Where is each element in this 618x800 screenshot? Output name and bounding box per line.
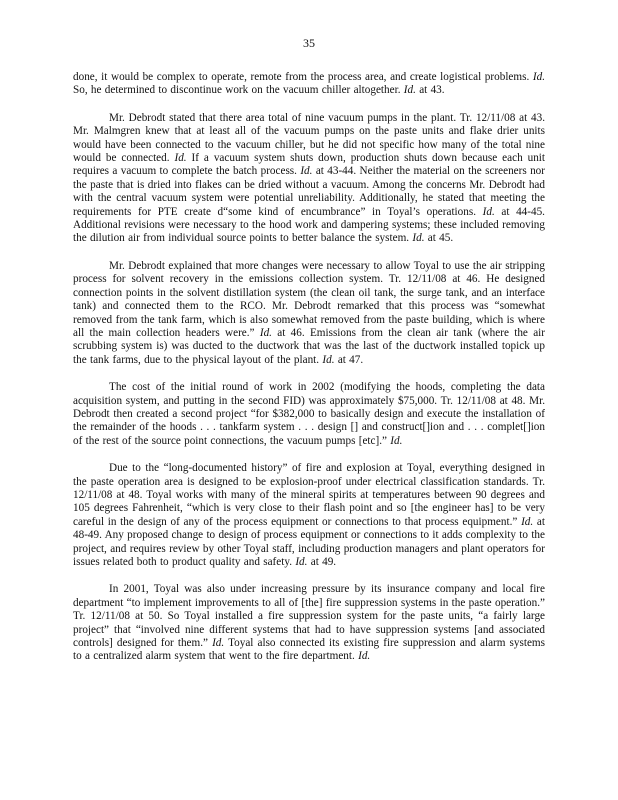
- document-body: [73, 71, 545, 664]
- paragraph-6: In 2001, Toyal was also under increasing pressure by its insurance company and local fire department “to implement improvements to all of [the] fire suppression systems in the paste operation.” Tr. 12/11/08 at 50. So Toyal installed a fire suppression system for the paste units, “a fairly large project” that “involved nine different systems that had to have suppression systems [and associated controls] designed for them.” Id. Toyal also connected its existing fire suppression and alarm systems to a centralized alarm system that went to the fire department. Id.: [73, 583, 545, 663]
- citation-id: Id.: [521, 515, 534, 528]
- citation-id: Id.: [482, 205, 495, 218]
- paragraph-4: The cost of the initial round of work in 2002 (modifying the hoods, completing the data acquisition system, and putting in the second FID) was approximately $75,000. Tr. 12/11/08 at 48. Mr. Debrodt then created a second project “for $382,000 to basically design and execute the installation of the remainder of the hoods . . . tankfarm system . . . design [] and construct[]ion and . . . complet[]ion of the rest of the source point connections, the vacuum pumps [etc].” Id.: [73, 381, 545, 447]
- citation-id: Id.: [174, 152, 187, 165]
- citation-id: Id.: [532, 71, 545, 83]
- paragraph-1: done, it would be complex to operate, remote from the process area, and create logistical problems. Id. So, he determined to discontinue work on the vacuum chiller altogether. Id. at 43.: [73, 71, 545, 97]
- citation-id: Id.: [358, 650, 371, 663]
- citation-id: Id.: [322, 353, 335, 366]
- paragraph-3: Mr. Debrodt explained that more changes were necessary to allow Toyal to use the air stripping process for solvent recovery in the emissions collection system. Tr. 12/11/08 at 46. He designed connection points in the solvent distillation system (the clean oil tank, the surge tank, and an interface tank) and connected them to the RCO. Mr. Debrodt remarked that this process was “somewhat removed from the tank farm, which is also somewhat removed from the paste building, which is where all the main collection headers were.” Id. at 46. Emissions from the clean air tank (where the air scrubbing system is) was ducted to the ductwork that was the last of the ductwork installed topick up the tank farms, due to the physical layout of the plant. Id. at 47.: [73, 259, 546, 366]
- paragraph-2: Mr. Debrodt stated that there area total of nine vacuum pumps in the plant. Tr. 12/11/08 at 43. Mr. Malmgren knew that at least all of the vacuum pumps on the paste units and flake drier units would have been connected to the vacuum chiller, but he did not specific how many of the total nine would be connected. Id. If a vacuum system shuts down, production shuts down because each unit requires a vacuum to complete the batch process. Id. at 43-44. Neither the material on the screeners nor the paste that is dried into flakes can be dried without a vacuum. Among the concerns Mr. Debrodt had with the central vacuum system were potential unreliability. Additionally, he stated that meeting the requirements for PTE create d“some kind of encumbrance” in Toyal’s operations. Id. at 44-45. Additional revisions were necessary to the hood work and dampering systems; these included removing the dilution air from individual source points to better balance the system. Id. at 45.: [73, 111, 546, 245]
- paragraph-5: Due to the “long-documented history” of fire and explosion at Toyal, everything designed in the paste operation area is designed to be explosion-proof under electrical classification standards. Tr. 12/11/08 at 48. Toyal works with many of the mineral spirits at temperatures between 90 degrees and 105 degrees Fahrenheit, “which is very close to their flash point and so [the engineer has] to be very careful in the design of any of the process equipment or connections to that process equipment.” Id. at 48-49. Any proposed change to design of process equipment or connections to it adds complexity to the project, and requires review by other Toyal staff, including production managers and plant operators for issues related both to product quality and safety. Id. at 49.: [73, 462, 545, 568]
- citation-id: Id.: [259, 326, 272, 339]
- citation-id: Id.: [300, 165, 313, 178]
- citation-id: Id.: [412, 232, 425, 245]
- citation-id: Id.: [212, 637, 225, 650]
- citation-id: Id.: [403, 84, 416, 97]
- citation-id: Id.: [390, 434, 403, 447]
- page-number: 35: [303, 36, 315, 50]
- citation-id: Id.: [295, 556, 308, 568]
